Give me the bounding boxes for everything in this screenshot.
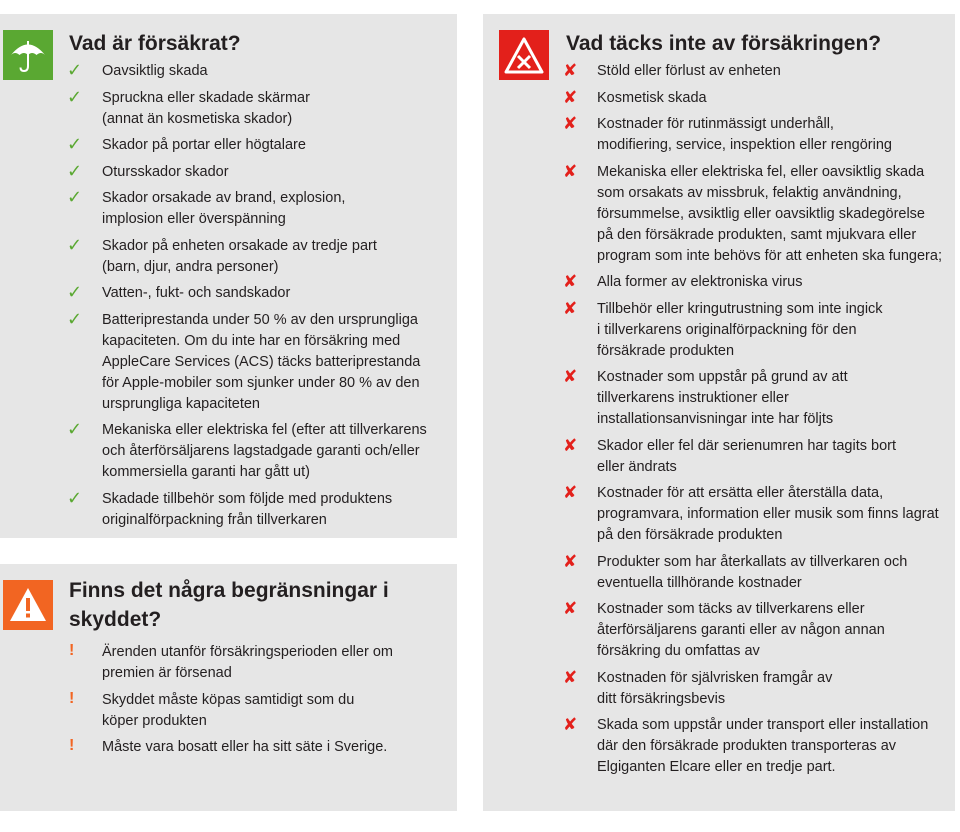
list-item [564,483,954,546]
list-item-text: Alla former av elektroniska virus [597,274,803,290]
list-item-text: Mekaniska eller elektriska fel (efter att tillverkarens och återförsäljarens lagstadgade garanti och/eller kommersiella garanti har gått ut) [102,422,427,480]
exclamation-icon: ! [69,737,75,754]
cross-icon: ✘ [563,715,578,734]
list-item-text: Skada som uppstår under transport eller installation där den försäkrade produkten transporteras av Elgiganten Elcare eller en tredje part. [597,717,929,775]
list-item-text: Spruckna eller skadade skärmar (annat än kosmetiska skador) [102,89,310,127]
list-item [69,283,454,304]
list-item [69,135,454,156]
cross-icon: ✘ [563,667,578,687]
check-icon: ✓ [67,234,83,255]
covered-title: Vad är försäkrat? [69,32,241,55]
list-item-text: Stöld eller förlust av enheten [597,63,781,79]
list-item [69,489,454,531]
list-item-text: Vatten-, fukt- och sandskador [102,285,291,301]
list-item-text: Kostnader som täcks av tillverkarens eller återförsäljarens garanti eller av någon annan försäkring du omfattas av [597,601,885,659]
check-icon: ✓ [67,282,83,302]
list-item [69,236,454,278]
cross-icon: ✘ [563,61,578,80]
check-icon: ✓ [67,60,83,80]
excluded-title: Vad täcks inte av försäkringen? [566,32,882,55]
check-icon: ✓ [67,86,83,107]
list-item-text: Kostnaden för självrisken framgår av ditt försäkringsbevis [597,669,833,707]
list-item [564,599,954,662]
cross-icon: ✘ [563,435,578,455]
list-item [69,162,454,183]
list-item-text: Kostnader för att ersätta eller återställa data, programvara, information eller musik som finns lagrat på den försäkrade produkten [597,485,939,543]
list-item [69,690,454,732]
list-item [69,188,454,230]
list-item-text: Kostnader för rutinmässigt underhåll, modifiering, service, inspektion eller rengöring [597,116,892,153]
list-item-text: Oavsiktlig skada [102,63,208,79]
list-item-text: Skador orsakade av brand, explosion, implosion eller överspänning [102,190,346,227]
list-item-text: Batteriprestanda under 50 % av den ursprungliga kapaciteten. Om du inte har en försäkring med AppleCare Services (ACS) täcks batteriprestanda för Apple-mobiler som sjunker under 80 % av den ursprungliga kapaciteten [102,311,421,412]
list-item [69,737,454,758]
list-item-text: Måste vara bosatt eller ha sitt säte i Sverige. [102,739,388,755]
list-item [564,436,954,478]
check-icon: ✓ [67,487,83,508]
cross-icon: ✘ [563,272,578,291]
list-item-text: Otursskador skador [102,163,229,180]
check-icon: ✓ [67,160,83,181]
warning-icon [3,580,53,630]
cross-icon: ✘ [563,87,578,107]
list-item-text: Kosmetisk skada [597,89,707,106]
list-item [69,88,454,130]
check-icon: ✓ [67,419,83,439]
cross-icon: ✘ [563,551,578,571]
check-icon: ✓ [67,134,83,154]
list-item-text: Tillbehör eller kringutrustning som inte ingick i tillverkarens originalförpackning för den försäkrade produkten [597,300,883,359]
check-icon: ✓ [67,308,83,329]
cross-icon: ✘ [563,161,578,181]
list-item-text: Skyddet måste köpas samtidigt som du köper produkten [102,691,355,729]
excluded-panel [483,14,955,811]
list-item [564,299,954,362]
limits-list [69,642,454,764]
check-icon: ✓ [67,187,83,207]
list-item-text: Skador eller fel där serienumren har tagits bort eller ändrats [597,437,897,475]
list-item-text: Skador på portar eller högtalare [102,137,306,153]
cross-icon: ✘ [563,483,578,502]
list-item [69,61,454,82]
excluded-icon [499,30,549,80]
list-item [564,88,954,109]
list-item-text: Ärenden utanför försäkringsperioden eller om premien är försenad [102,644,393,681]
cross-icon: ✘ [563,298,578,318]
exclamation-icon: ! [69,689,75,707]
list-item [564,552,954,594]
cross-icon: ✘ [563,367,578,386]
limits-panel [0,564,457,811]
list-item [564,715,954,778]
covered-panel [0,14,457,538]
list-item [564,61,954,82]
list-item [69,642,454,684]
list-item [564,367,954,430]
list-item [564,162,954,267]
umbrella-icon [3,30,53,80]
list-item-text: Skador på enheten orsakade av tredje part (barn, djur, andra personer) [102,237,377,275]
list-item-text: Skadade tillbehör som följde med produktens originalförpackning från tillverkaren [102,490,393,528]
list-item-text: Kostnader som uppstår på grund av att tillverkarens instruktioner eller installationsanvisningar inte har följts [597,369,848,427]
list-item [564,114,954,156]
exclamation-icon: ! [69,642,75,659]
cross-icon: ✘ [563,599,578,618]
excluded-list [564,61,954,784]
list-item [564,668,954,710]
list-item [564,272,954,293]
list-item [69,310,454,415]
list-item [69,420,454,483]
limits-title: Finns det några begränsningar i skyddet? [69,579,389,631]
covered-list [69,61,454,536]
cross-icon: ✘ [563,114,578,133]
list-item-text: Produkter som har återkallats av tillverkaren och eventuella tillhörande kostnader [597,553,908,591]
list-item-text: Mekaniska eller elektriska fel, eller oavsiktlig skada som orsakats av missbruk, felaktig användning, försummelse, avsiktlig eller oavsiktlig skadegörelse på den försäkrade produkten, samt mjukvara eller program som inte behövs för att enheten ska fungera; [597,163,942,264]
